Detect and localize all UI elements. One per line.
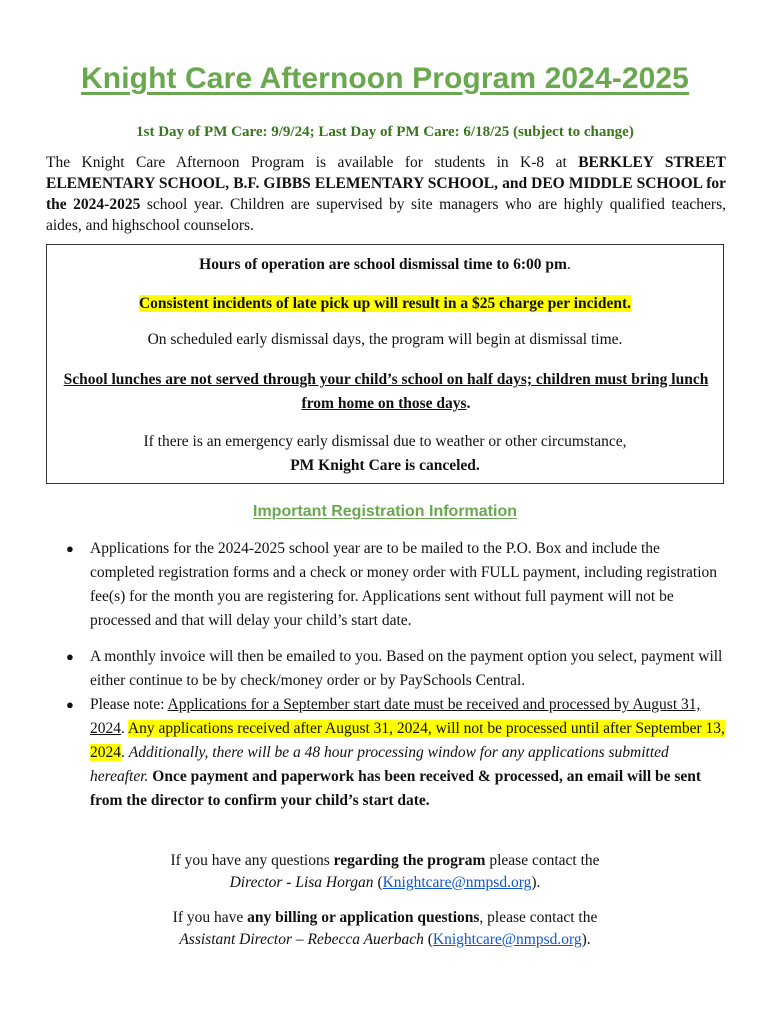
contact-text: If you have any questions	[170, 852, 334, 869]
intro-text-end: school year. Children are supervised by site managers who are highly qualified teachers, aides, and highschool counselors.	[46, 196, 726, 234]
canceled-notice	[47, 454, 723, 478]
contact-text-bold: regarding the program	[333, 852, 486, 869]
contact-text: please contact the	[485, 852, 600, 869]
billing-contact	[0, 907, 770, 951]
program-contact-line	[0, 850, 770, 872]
bullet-icon: ●	[66, 541, 74, 556]
bullet-text: .	[121, 744, 129, 761]
bullet-text: .	[121, 720, 128, 737]
late-application-notice: Any applications received after August 31, 2024, will not be processed until after September 13, 2024	[90, 720, 725, 761]
canceled-text: PM Knight Care is canceled.	[290, 457, 480, 474]
bullet-icon: ●	[66, 649, 74, 664]
billing-contact-line	[0, 907, 770, 929]
director-name: Director - Lisa Horgan	[229, 874, 374, 891]
september-deadline: Applications for a September start date must be received and processed by August 31, 2024	[90, 696, 701, 737]
hours-of-operation	[47, 253, 723, 277]
list-item	[66, 537, 726, 633]
hours-text: Hours of operation are school dismissal time to 6:00 pm	[199, 256, 567, 273]
contact-text-bold: any billing or application questions	[247, 909, 480, 926]
hours-period: .	[566, 256, 571, 273]
contact-text: If you have	[172, 909, 248, 926]
bullet-text: A monthly invoice will then be emailed to you. Based on the payment option you select, payment will either continue to be by check/money order or by PaySchools Central.	[90, 648, 723, 689]
assistant-director-name: Assistant Director – Rebecca Auerbach	[179, 931, 424, 948]
assistant-director-line: Assistant Director – Rebecca Auerbach (Knightcare@nmpsd.org).	[179, 931, 591, 948]
important-notice-box	[46, 244, 724, 484]
contact-text: , please contact the	[479, 909, 598, 926]
registration-heading: Important Registration Information	[253, 503, 517, 520]
assistant-email-link[interactable]: Knightcare@nmpsd.org	[432, 931, 582, 948]
list-item	[66, 645, 726, 693]
late-pickup-text: Consistent incidents of late pick up will result in a $25 charge per incident.	[138, 295, 631, 312]
confirmation-note: Once payment and paperwork has been received & processed, an email will be sent from the director to confirm your child’s start date.	[90, 768, 702, 809]
lunch-notice	[57, 368, 715, 416]
bullet-text: Please note:	[90, 696, 168, 713]
director-email-link[interactable]: Knightcare@nmpsd.org	[382, 874, 532, 891]
program-dates: 1st Day of PM Care: 9/9/24; Last Day of PM Care: 6/18/25 (subject to change)	[136, 124, 634, 140]
page-title: Knight Care Afternoon Program 2024-2025	[81, 62, 689, 95]
director-line: Director - Lisa Horgan (Knightcare@nmpsd.org).	[229, 874, 541, 891]
bullet-icon: ●	[66, 697, 74, 712]
late-pickup-notice	[47, 292, 723, 316]
registration-list	[66, 537, 726, 813]
early-dismissal-notice: On scheduled early dismissal days, the program will begin at dismissal time.	[147, 331, 623, 348]
program-intro	[46, 152, 726, 236]
lunch-period: .	[466, 395, 471, 412]
processing-window-note: Additionally, there will be a 48 hour processing window for any applications submitted hereafter.	[90, 744, 669, 785]
list-item	[66, 693, 726, 813]
program-contact	[0, 850, 770, 894]
lunch-text: School lunches are not served through your child’s school on half days; children must bring lunch from home on those days	[63, 371, 709, 412]
bullet-text: Applications for the 2024-2025 school year are to be mailed to the P.O. Box and include the completed registration forms and a check or money order with FULL payment, including registration fee(s) for the month you are registering for. Applications sent without full payment will not be processed and that will delay your child’s start date.	[90, 540, 718, 629]
emergency-notice: If there is an emergency early dismissal due to weather or other circumstance,	[143, 433, 627, 450]
intro-schools: BERKLEY STREET ELEMENTARY SCHOOL, B.F. GIBBS ELEMENTARY SCHOOL, and DEO MIDDLE SCHOOL for the 2024-2025	[46, 154, 726, 213]
intro-text: The Knight Care Afternoon Program is available for students in K-8 at	[46, 154, 579, 171]
